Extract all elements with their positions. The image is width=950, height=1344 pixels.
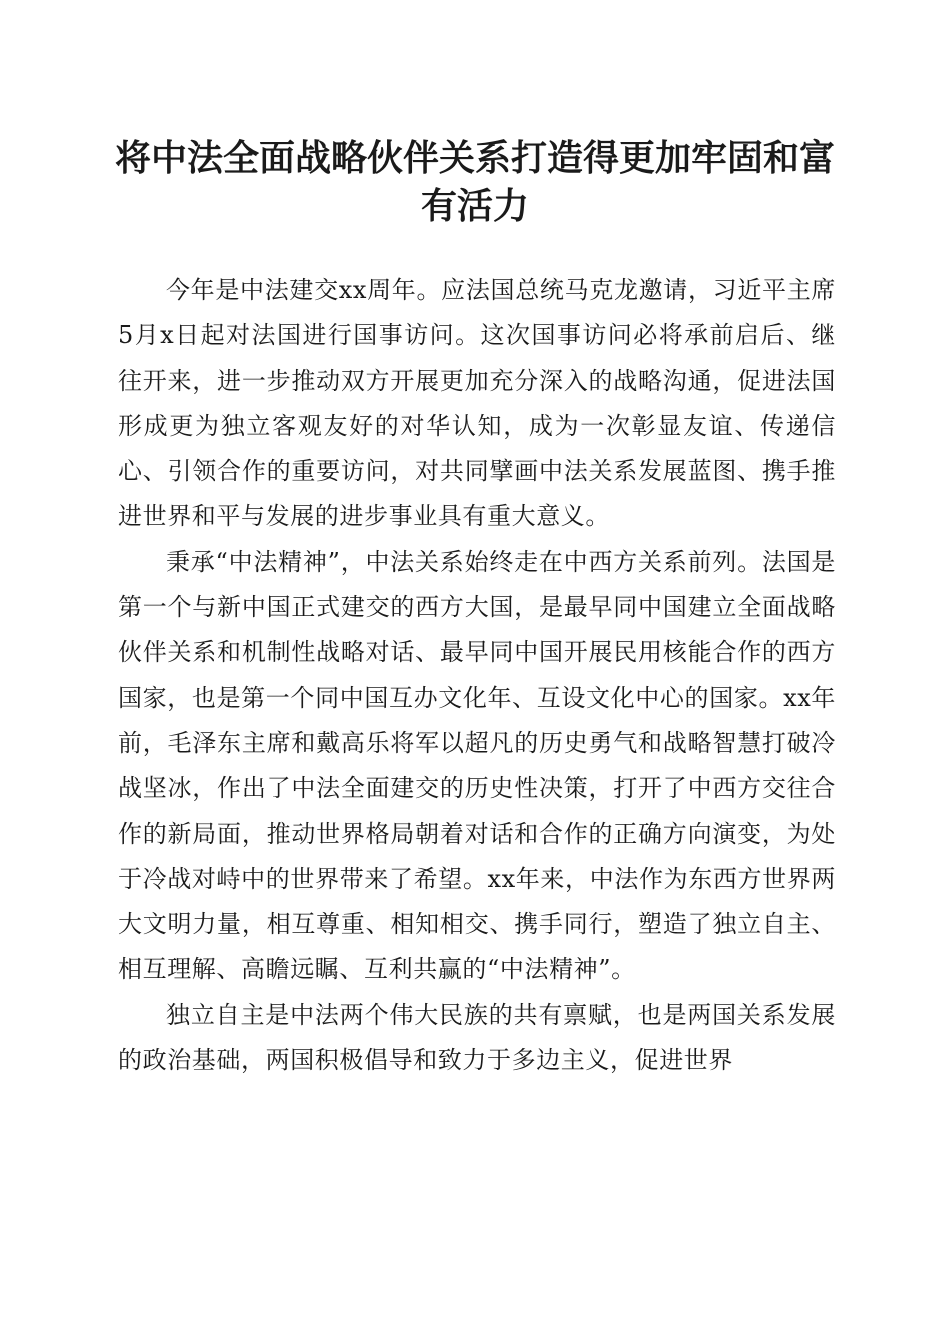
paragraph-2: 秉承“中法精神”，中法关系始终走在中西方关系前列。法国是第一个与新中国正式建交的西方大国，是最早同中国建立全面战略伙伴关系和机制性战略对话、最早同中国开展民用核能合作的西方国家，也是第一个同中国互办文化年、互设文化中心的国家。xx年前，毛泽东主席和戴高乐将军以超凡的历史勇气和战略智慧打破冷战坚冰，作出了中法全面建交的历史性决策，打开了中西方交往合作的新局面，推动世界格局朝着对话和合作的正确方向演变，为处于冷战对峙中的世界带来了希望。xx年来，中法作为东西方世界两大文明力量，相互尊重、相知相交、携手同行，塑造了独立自主、相互理解、高瞻远瞩、互利共赢的“中法精神”。 bbox=[118, 547, 836, 984]
document-body bbox=[118, 268, 836, 1083]
paragraph-3: 独立自主是中法两个伟大民族的共有禀赋，也是两国关系发展的政治基础，两国积极倡导和致力于多边主义，促进世界 bbox=[118, 1000, 836, 1075]
paragraph-1: 今年是中法建交xx周年。应法国总统马克龙邀请，习近平主席5月x日起对法国进行国事访问。这次国事访问必将承前启后、继往开来，进一步推动双方开展更加充分深入的战略沟通，促进法国形成更为独立客观友好的对华认知，成为一次彰显友谊、传递信心、引领合作的重要访问，对共同擘画中法关系发展蓝图、携手推进世界和平与发展的进步事业具有重大意义。 bbox=[118, 276, 836, 531]
document-title: 将中法全面战略伙伴关系打造得更加牢固和富有活力 bbox=[114, 137, 835, 227]
